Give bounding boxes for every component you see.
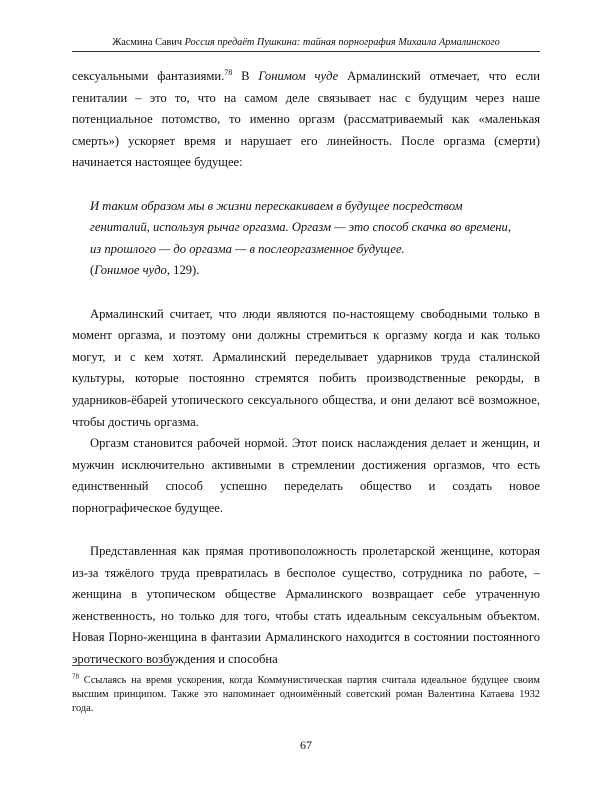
main-text xyxy=(72,66,540,671)
running-header xyxy=(72,37,540,49)
paragraph-1 xyxy=(72,66,540,174)
footnote-reference[interactable]: 78 xyxy=(224,67,233,77)
header-author: Жасмина Савич xyxy=(112,37,183,48)
book-title: Гонимом чуде xyxy=(258,69,339,83)
footnote-text: Ссылаясь на время ускорения, когда Коммунистическая партия считала идеальное будущее своим высшим принципом. Также это напоминает одноимённый советский роман Валентина Катаева 1932 года. xyxy=(72,675,540,714)
header-divider xyxy=(72,51,540,52)
citation-open: ( xyxy=(90,263,95,278)
header-title: Россия предаёт Пушкина: тайная порнография Михаила Армалинского xyxy=(184,37,500,48)
footnote-number: 78 xyxy=(72,672,79,681)
citation-title: Гонимое чудо, xyxy=(94,263,171,278)
paragraph-1-text-b: В xyxy=(232,69,259,83)
page-number: 67 xyxy=(300,738,312,752)
quote-line: И таким образом мы в жизни перескакиваем в будущее посредством xyxy=(90,198,463,213)
quote-citation xyxy=(72,260,540,282)
paragraph-2: Армалинский считает, что люди являются по-настоящему свободными только в момент оргазма, и поэтому они должны стремиться к оргазму когда и как только могут, и с кем хотят. Армалинский переделывает ударников труда сталинской культуры, которые постоянно стремятся побить производственные рекорды, в ударников-ёбарей утопического сексуального общества, и они делают всё возможное, чтобы достичь оргазма. xyxy=(72,306,540,429)
block-quote xyxy=(72,196,540,261)
paragraph-4: Представленная как прямая противоположность пролетарской женщине, которая из-за тяжёлого труда превратилась в бесполое существо, сотрудника по работе, – женщина в утопическом обществе Армалинского возвращает себе утраченную женственность, но только для того, чтобы стать идеальным сексуальным объектом. Новая Порно-женщина в фантазии Армалинского находится в состоянии постоянного эротического возбуждения и способна xyxy=(72,544,540,667)
footnote xyxy=(72,674,540,715)
paragraph-1-text-a: сексуальными фантазиями. xyxy=(72,69,225,83)
citation-page: 129). xyxy=(170,263,200,278)
quote-line: из прошлого — до оргазма — в послеоргазменное будущее. xyxy=(90,241,405,256)
footnote-divider xyxy=(72,665,172,666)
paragraph-1-text-c: Армалинский отмечает, что если гениталии – это то, что на самом деле связывает нас с будущим через наше потенциальное потомство, то именно оргазм (рассматриваемый как «маленькая смерть») ускоряет время и нарушает его линейность. После оргазма (смерти) начинается настоящее будущее: xyxy=(72,69,540,170)
paragraph-3: Оргазм становится рабочей нормой. Этот поиск наслаждения делает и женщин, и мужчин исключительно активными в стремлении достижения оргазмов, что есть единственный способ успешно переделать общество и создать новое порнографическое будущее. xyxy=(72,436,540,515)
quote-line: гениталий, используя рычаг оргазма. Оргазм — это способ скачка во времени, xyxy=(90,220,511,235)
